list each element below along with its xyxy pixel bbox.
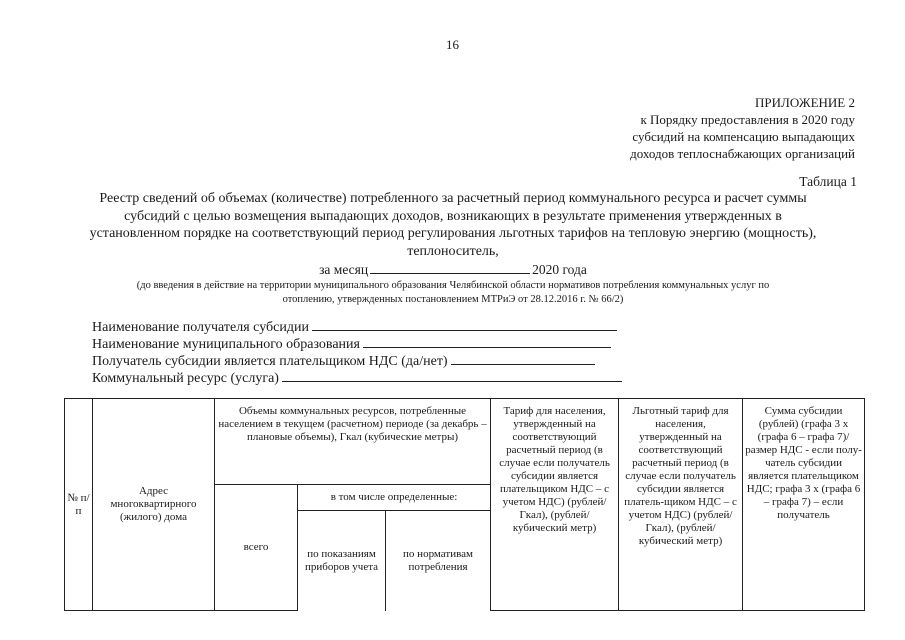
header-subsidy: Сумма субсидии (рублей) (графа 3 х (графа 6 – графа 7)/размер НДС - если полу-чатель субсидии является плательщиком НДС; графа 3 х (графа 6 – графа 7) – если получатель [743,399,865,611]
title-line: установленном порядке на соответствующий период регулирования льготных тарифов на тепловую энергию (мощность), [89,226,817,241]
table-label: Таблица 1 [799,174,857,189]
appendix-title: ПРИЛОЖЕНИЕ 2 [755,95,855,110]
field-label: Наименование получателя субсидии [92,320,309,335]
field-blank[interactable] [282,369,622,382]
field-label: Получатель субсидии является плательщиком НДС (да/нет) [92,354,448,369]
document-title [40,190,866,260]
registry-table [64,398,865,611]
title-line: Реестр сведений об объемах (количестве) потребленного за расчетный период коммунального ресурса и расчет суммы [99,191,807,206]
appendix-line: субсидий на компенсацию выпадающих [632,129,855,144]
header-including: в том числе определенные: [298,485,491,511]
header-pref-tariff: Льготный тариф для населения, утвержденный на соответствующий расчетный период (в случае если получатель субсидии является платель-щиком НДС – с учетом НДС) (рублей/Гкал), (рублей/кубический метр) [619,399,743,611]
header-by-norms: по нормативам потребления [386,511,491,611]
header-volumes: Объемы коммунальных ресурсов, потребленные населением в текущем (расчетном) периоде (за декабрь – плановые объемы), Гкал (кубические метры) [215,399,491,485]
field-resource [92,369,622,387]
header-by-meters: по показаниям приборов учета [298,511,386,611]
field-label: Наименование муниципального образования [92,337,360,352]
month-line [40,262,866,278]
note-line: отоплению, утвержденных постановлением МТРиЭ от 28.12.2016 г. № 66/2) [282,294,624,305]
appendix-line: доходов теплоснабжающих организаций [630,146,855,161]
month-prefix: за месяц [319,262,369,277]
note-line: (до введения в действие на территории муниципального образования Челябинской области нормативов потребления коммунальных услуг по [136,280,770,291]
header-tariff: Тариф для населения, утвержденный на соответствующий расчетный период (в случае если получатель субсидии является плательщиком НДС – с учетом НДС) (рублей/Гкал), (рублей/кубический метр) [491,399,619,611]
field-recipient [92,318,617,336]
note [40,279,866,307]
field-blank[interactable] [451,352,595,365]
header-address: Адрес многоквартирного (жилого) дома [93,399,215,611]
field-municipality [92,335,611,353]
title-line: субсидий с целью возмещения выпадающих доходов, возникающих в результате применения утвержденных в [124,208,782,224]
field-vat-payer [92,352,595,370]
header-total: всего [215,485,298,611]
month-suffix: 2020 года [532,262,587,277]
appendix-line: к Порядку предоставления в 2020 году [640,112,855,127]
field-blank[interactable] [312,318,617,331]
page-number: 16 [446,37,459,52]
header-number: № п/п [65,399,93,611]
field-blank[interactable] [363,335,611,348]
month-blank[interactable] [370,262,530,274]
field-label: Коммунальный ресурс (услуга) [92,371,279,386]
title-line: теплоноситель, [407,243,499,259]
